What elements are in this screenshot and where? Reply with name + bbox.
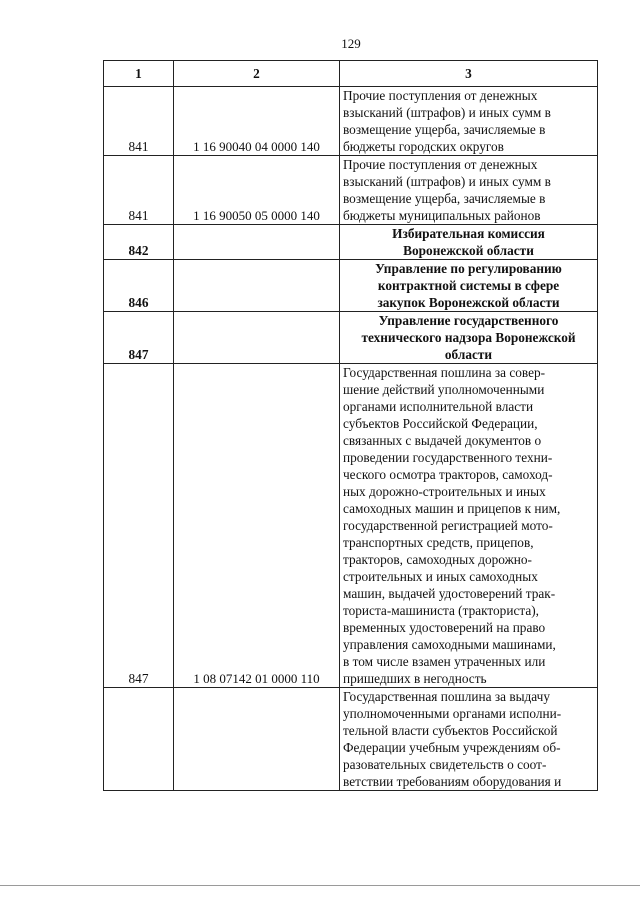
admin-code-cell bbox=[104, 688, 174, 791]
admin-code-cell: 847 bbox=[104, 312, 174, 364]
description-line: уполномоченными органами исполни- bbox=[343, 706, 562, 721]
organization-name-cell bbox=[340, 260, 598, 312]
description-cell bbox=[340, 87, 598, 156]
organization-name-line: области bbox=[444, 347, 493, 362]
description-line: возмещение ущерба, зачисляемые в bbox=[343, 122, 546, 137]
header-col-3: 3 bbox=[340, 61, 598, 87]
description-line: субъектов Российской Федерации, bbox=[343, 416, 538, 431]
budget-code-cell: 1 16 90050 05 0000 140 bbox=[174, 156, 340, 225]
description-line: управления самоходными машинами, bbox=[343, 637, 556, 652]
description-line: Прочие поступления от денежных bbox=[343, 157, 538, 172]
table-row bbox=[104, 312, 598, 364]
admin-code-cell: 846 bbox=[104, 260, 174, 312]
description-line: Государственная пошлина за совер- bbox=[343, 365, 546, 380]
description-line: связанных с выдачей документов о bbox=[343, 433, 542, 448]
organization-name-line: Воронежской области bbox=[403, 243, 534, 258]
admin-code-cell: 842 bbox=[104, 225, 174, 260]
description-line: тракторов, самоходных дорожно- bbox=[343, 552, 532, 567]
description-line: Прочие поступления от денежных bbox=[343, 88, 538, 103]
organization-name-line: Управление по регулированию bbox=[375, 261, 562, 276]
admin-code-cell: 847 bbox=[104, 364, 174, 688]
description-line: ториста-машиниста (тракториста), bbox=[343, 603, 539, 618]
table-row bbox=[104, 364, 598, 688]
table-header-row bbox=[104, 61, 598, 87]
page-bottom-rule bbox=[0, 885, 640, 886]
description-cell bbox=[340, 364, 598, 688]
description-line: Государственная пошлина за выдачу bbox=[343, 689, 550, 704]
description-line: органами исполнительной власти bbox=[343, 399, 534, 414]
description-line: проведении государственного техни- bbox=[343, 450, 553, 465]
description-line: в том числе взамен утраченных или bbox=[343, 654, 546, 669]
description-line: взысканий (штрафов) и иных сумм в bbox=[343, 105, 551, 120]
organization-name-line: Управление государственного bbox=[378, 313, 559, 328]
description-line: Федерации учебным учреждениям об- bbox=[343, 740, 561, 755]
admin-code-cell: 841 bbox=[104, 87, 174, 156]
description-line: тельной власти субъектов Российской bbox=[343, 723, 558, 738]
table-row bbox=[104, 87, 598, 156]
page-number: 129 bbox=[341, 36, 361, 51]
table-row bbox=[104, 225, 598, 260]
description-line: ветствии требованиям оборудования и bbox=[343, 774, 562, 789]
organization-name-line: технического надзора Воронежской bbox=[361, 330, 576, 345]
description-line: шение действий уполномоченными bbox=[343, 382, 545, 397]
description-line: ных дорожно-строительных и иных bbox=[343, 484, 546, 499]
organization-name-line: Избирательная комиссия bbox=[392, 226, 545, 241]
budget-code-cell: 1 08 07142 01 0000 110 bbox=[174, 364, 340, 688]
budget-code-cell: 1 16 90040 04 0000 140 bbox=[174, 87, 340, 156]
budget-code-cell bbox=[174, 312, 340, 364]
description-line: пришедших в негодность bbox=[343, 671, 487, 686]
budget-code-cell bbox=[174, 225, 340, 260]
description-line: транспортных средств, прицепов, bbox=[343, 535, 534, 550]
description-line: машин, выдачей удостоверений трак- bbox=[343, 586, 556, 601]
description-cell bbox=[340, 156, 598, 225]
admin-code-cell: 841 bbox=[104, 156, 174, 225]
description-line: самоходных машин и прицепов к ним, bbox=[343, 501, 561, 516]
description-line: разовательных свидетельств о соот- bbox=[343, 757, 547, 772]
description-line: бюджеты муниципальных районов bbox=[343, 208, 541, 223]
description-line: ческого осмотра тракторов, самоход- bbox=[343, 467, 553, 482]
description-line: бюджеты городских округов bbox=[343, 139, 504, 154]
organization-name-line: контрактной системы в сфере bbox=[377, 278, 560, 293]
table-row bbox=[104, 688, 598, 791]
description-cell bbox=[340, 688, 598, 791]
budget-code-cell bbox=[174, 260, 340, 312]
table-row bbox=[104, 260, 598, 312]
description-line: государственной регистрацией мото- bbox=[343, 518, 553, 533]
description-line: строительных и иных самоходных bbox=[343, 569, 538, 584]
organization-name-line: закупок Воронежской области bbox=[377, 295, 560, 310]
organization-name-cell bbox=[340, 312, 598, 364]
budget-codes-table bbox=[103, 60, 598, 791]
description-line: возмещение ущерба, зачисляемые в bbox=[343, 191, 546, 206]
description-line: временных удостоверений на право bbox=[343, 620, 546, 635]
table-row bbox=[104, 156, 598, 225]
header-col-1: 1 bbox=[104, 61, 174, 87]
description-line: взысканий (штрафов) и иных сумм в bbox=[343, 174, 551, 189]
organization-name-cell bbox=[340, 225, 598, 260]
budget-code-cell bbox=[174, 688, 340, 791]
header-col-2: 2 bbox=[174, 61, 340, 87]
